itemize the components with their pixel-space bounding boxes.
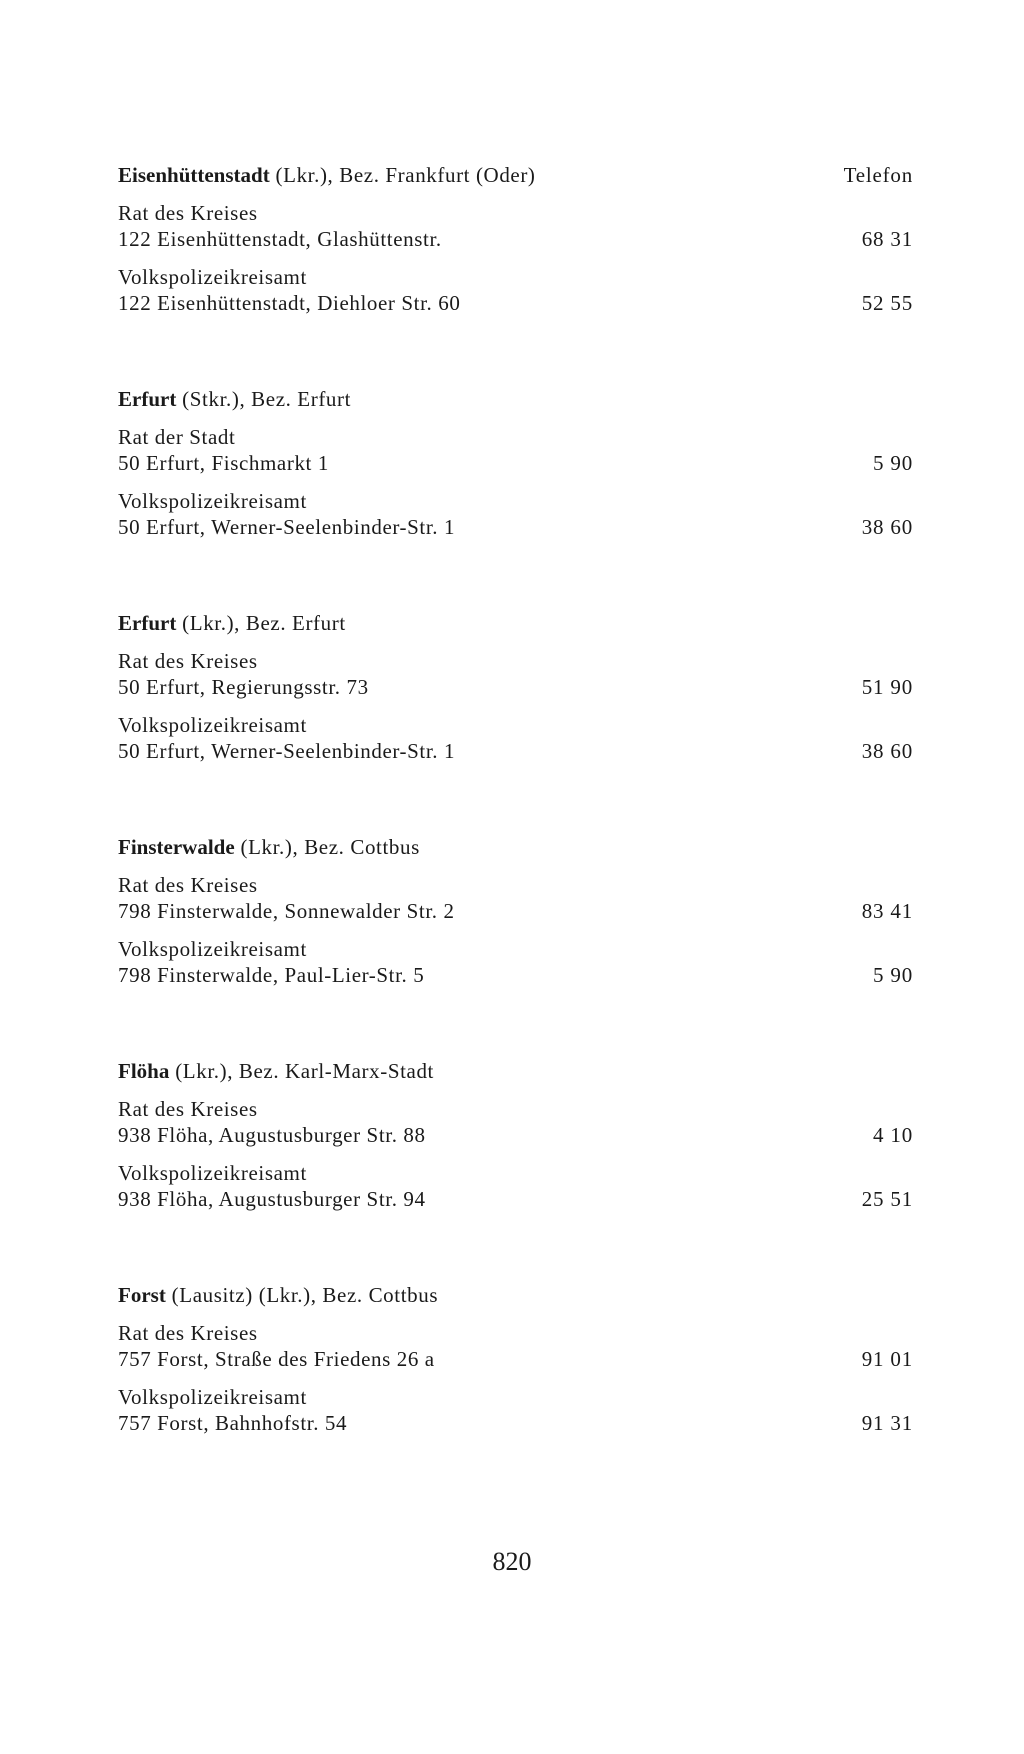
entry-heading xyxy=(118,386,913,412)
directory-entry xyxy=(118,386,913,540)
directory-listing xyxy=(118,162,913,1436)
council-address: 757 Forst, Straße des Friedens 26 a xyxy=(118,1347,435,1371)
place-qualifier: (Lkr.), Bez. Frankfurt (Oder) xyxy=(269,163,536,187)
place-name: Erfurt xyxy=(118,611,177,635)
place-qualifier: (Lkr.), Bez. Cottbus xyxy=(234,835,420,859)
police-phone: 5 90 xyxy=(873,963,913,987)
council-address: 50 Erfurt, Regierungsstr. 73 xyxy=(118,675,369,699)
police-address: 122 Eisenhüttenstadt, Diehloer Str. 60 xyxy=(118,291,461,315)
place-name: Flöha xyxy=(118,1059,170,1083)
directory-entry xyxy=(118,1282,913,1436)
page-number: 820 xyxy=(492,1547,532,1576)
council-label: Rat des Kreises xyxy=(118,201,258,225)
place-name: Forst xyxy=(118,1283,166,1307)
council-label: Rat des Kreises xyxy=(118,649,258,673)
police-address: 50 Erfurt, Werner-Seelenbinder-Str. 1 xyxy=(118,739,456,763)
police-label: Volkspolizeikreisamt xyxy=(118,265,307,289)
police-label: Volkspolizeikreisamt xyxy=(118,713,307,737)
council-address: 122 Eisenhüttenstadt, Glashüttenstr. xyxy=(118,227,442,251)
entry-heading xyxy=(118,1282,913,1308)
council-address: 798 Finsterwalde, Sonnewalder Str. 2 xyxy=(118,899,455,923)
council-phone: 83 41 xyxy=(861,899,913,923)
directory-entry xyxy=(118,1058,913,1212)
council-phone: 68 31 xyxy=(861,227,913,251)
police-address: 757 Forst, Bahnhofstr. 54 xyxy=(118,1411,348,1435)
council-phone: 51 90 xyxy=(861,675,913,699)
police-phone: 38 60 xyxy=(861,515,913,539)
police-phone: 25 51 xyxy=(861,1187,913,1211)
police-phone: 52 55 xyxy=(861,291,913,315)
council-phone: 91 01 xyxy=(861,1347,913,1371)
police-address: 938 Flöha, Augustusburger Str. 94 xyxy=(118,1187,426,1211)
directory-entry xyxy=(118,610,913,764)
police-label: Volkspolizeikreisamt xyxy=(118,1385,307,1409)
police-label: Volkspolizeikreisamt xyxy=(118,1161,307,1185)
entry-heading xyxy=(118,1058,913,1084)
council-address: 50 Erfurt, Fischmarkt 1 xyxy=(118,451,329,475)
place-qualifier: (Lkr.), Bez. Karl-Marx-Stadt xyxy=(169,1059,434,1083)
council-phone: 5 90 xyxy=(873,451,913,475)
police-label: Volkspolizeikreisamt xyxy=(118,937,307,961)
directory-entry xyxy=(118,162,913,316)
council-label: Rat des Kreises xyxy=(118,873,258,897)
police-label: Volkspolizeikreisamt xyxy=(118,489,307,513)
entry-heading xyxy=(118,610,913,636)
phone-column-header: Telefon xyxy=(843,163,913,187)
police-phone: 91 31 xyxy=(861,1411,913,1435)
council-phone: 4 10 xyxy=(873,1123,913,1147)
place-name: Eisenhüttenstadt xyxy=(118,163,270,187)
police-address: 798 Finsterwalde, Paul-Lier-Str. 5 xyxy=(118,963,425,987)
place-name: Erfurt xyxy=(118,387,177,411)
entry-heading xyxy=(118,834,913,860)
council-address: 938 Flöha, Augustusburger Str. 88 xyxy=(118,1123,426,1147)
place-qualifier: (Stkr.), Bez. Erfurt xyxy=(176,387,352,411)
place-name: Finsterwalde xyxy=(118,835,235,859)
place-qualifier: (Lkr.), Bez. Erfurt xyxy=(176,611,346,635)
police-phone: 38 60 xyxy=(861,739,913,763)
council-label: Rat der Stadt xyxy=(118,425,236,449)
council-label: Rat des Kreises xyxy=(118,1097,258,1121)
directory-entry xyxy=(118,834,913,988)
police-address: 50 Erfurt, Werner-Seelenbinder-Str. 1 xyxy=(118,515,456,539)
council-label: Rat des Kreises xyxy=(118,1321,258,1345)
entry-heading xyxy=(118,162,913,188)
place-qualifier: (Lausitz) (Lkr.), Bez. Cottbus xyxy=(165,1283,439,1307)
